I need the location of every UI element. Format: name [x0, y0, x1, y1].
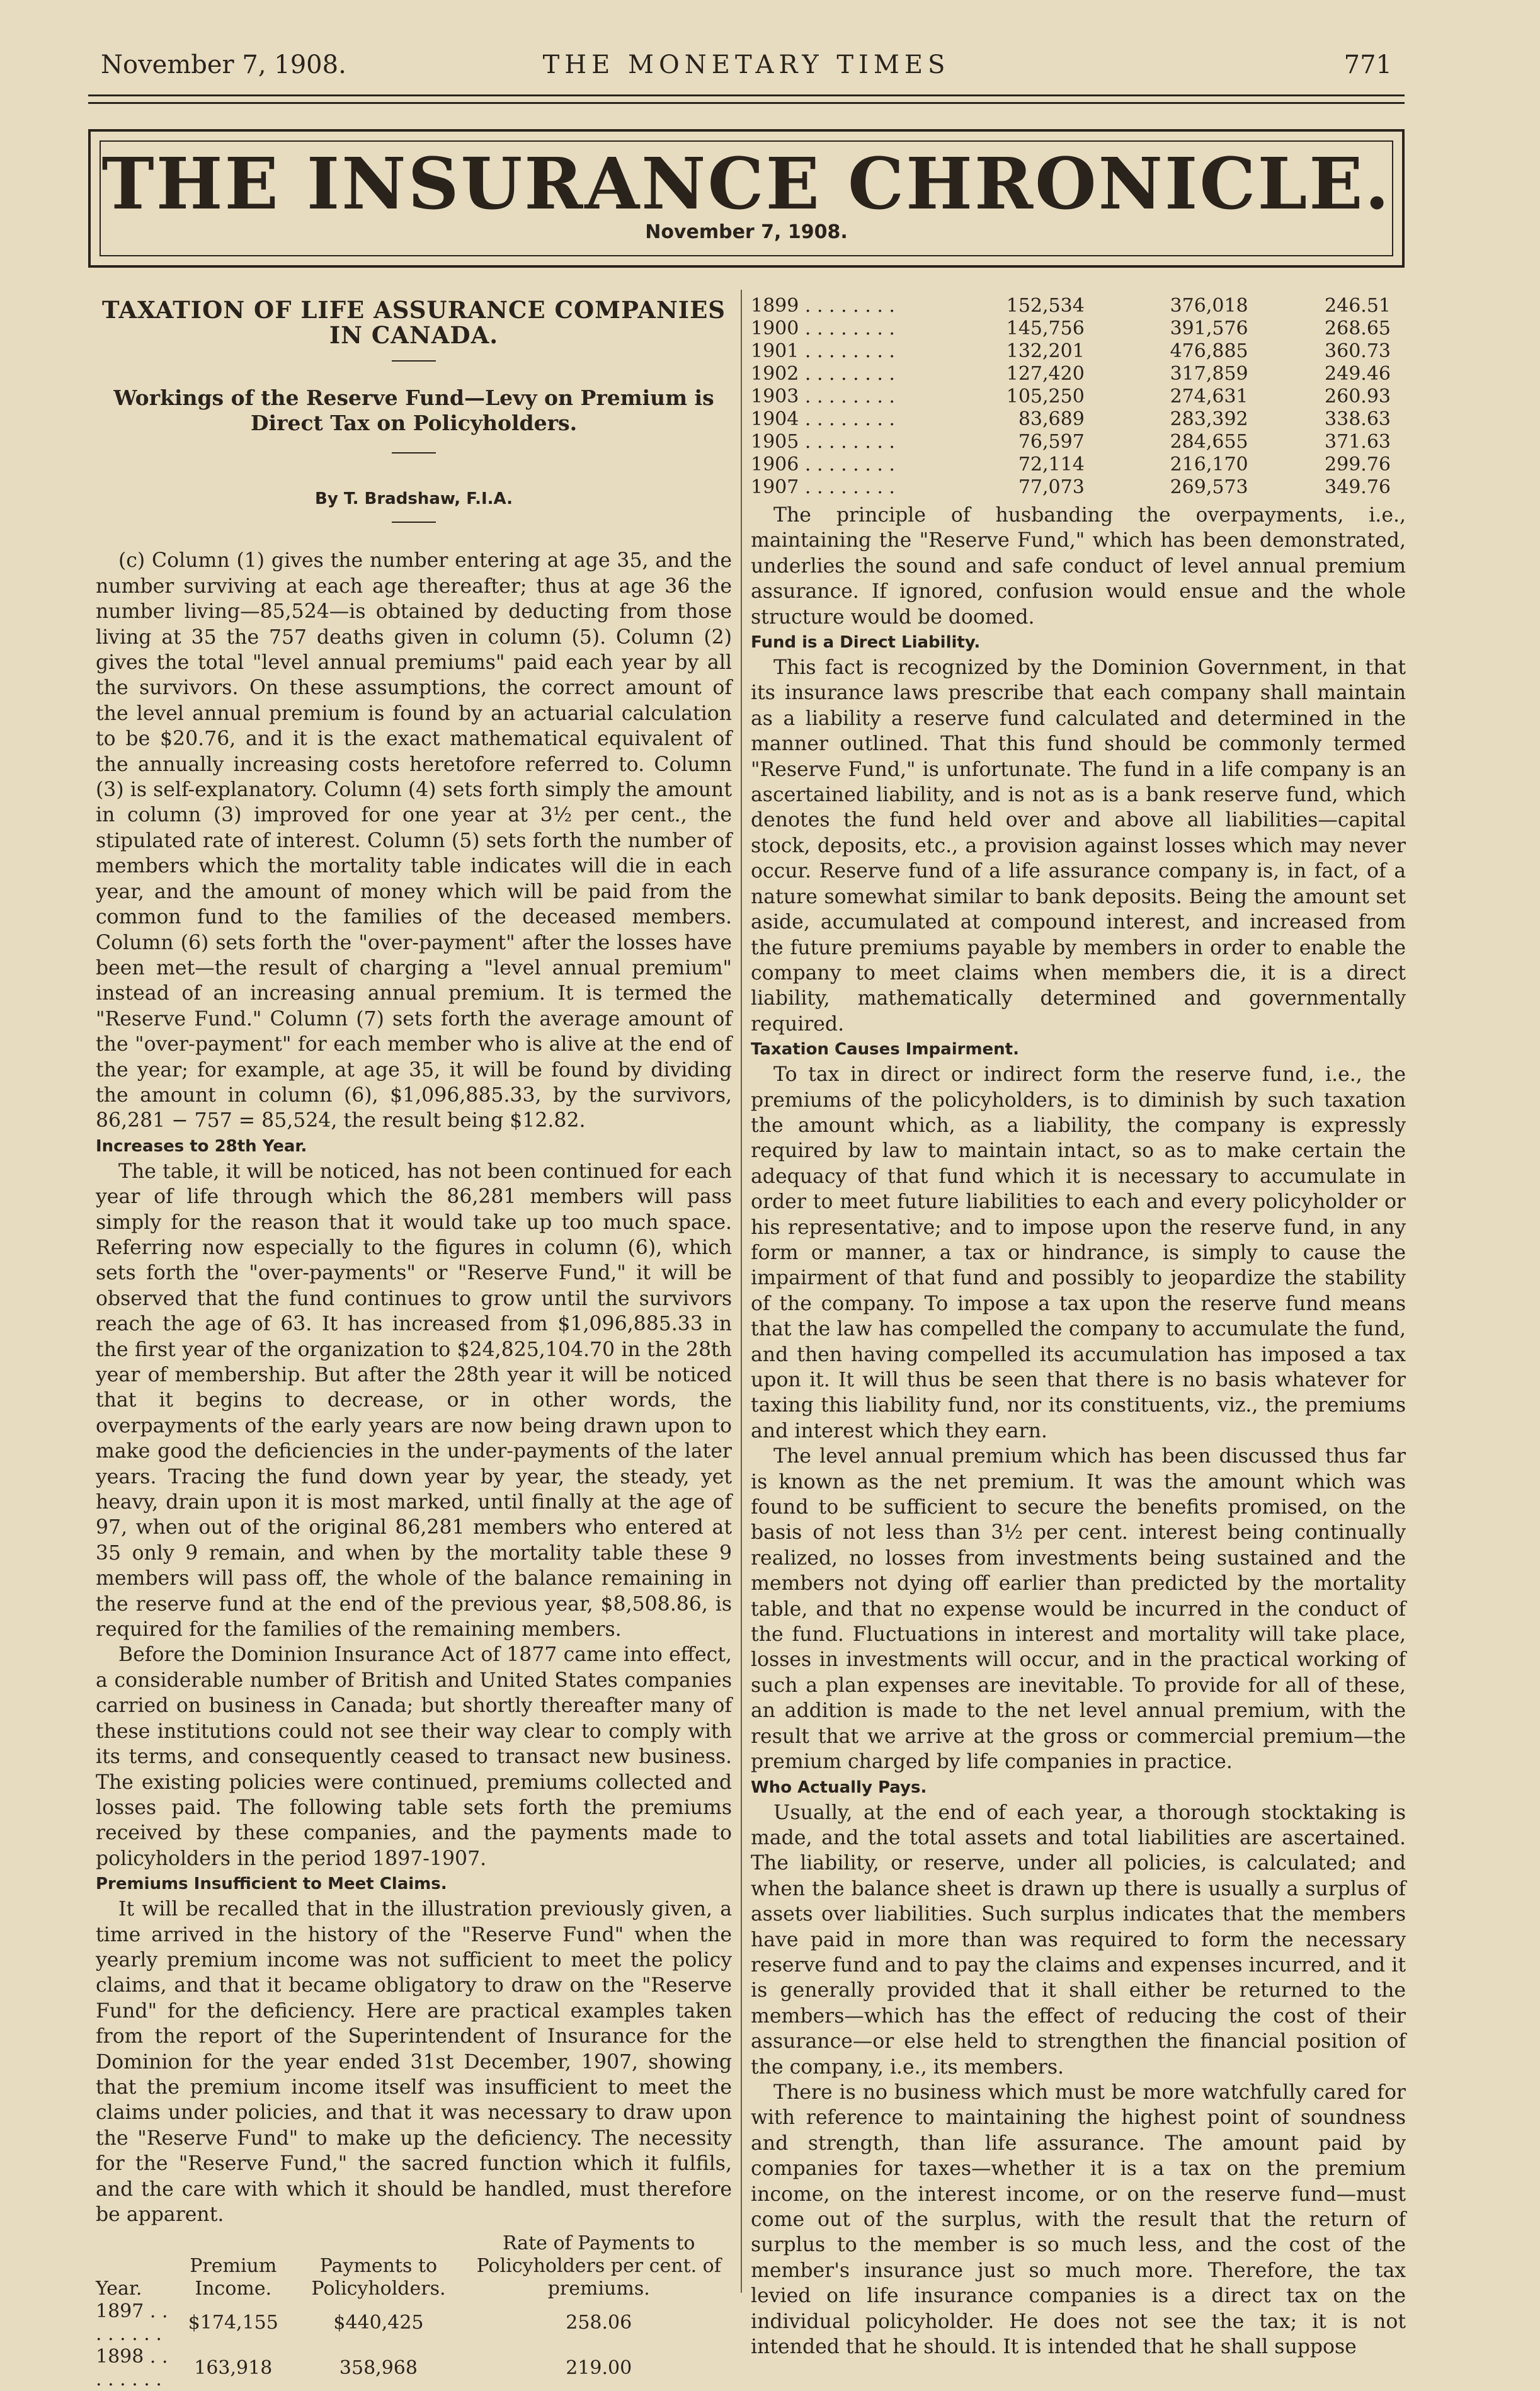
table-row: 1904 . . . . . . . . 83,689 283,392 338.63 [751, 408, 1391, 430]
title-rule [392, 360, 436, 362]
table-row: 1902 . . . . . . . . 127,420 317,859 249.46 [751, 363, 1391, 385]
paragraph: The level annual premium which has been discussed thus far is known as the net premium. It was the amount which was found to be sufficient to secure the benefits promised, on the basis of not less than 3½ per cent. interest being continually realized, no losses from investments being sustained and the members not dying off earlier than predicted by the mortality table, and that no expense would be incurred in the conduct of the fund. Fluctuations in interest and mortality will take place, losses in investments will occur, and in the practical working of such a plan expenses are inevitable. To provide for all of these, an addition is made to the net level annual premium, with the result that we arrive at the gross or commercial premium—the premium charged by life companies in practice. [751, 1445, 1406, 1774]
payments-table [96, 2232, 732, 2391]
article-title: TAXATION OF LIFE ASSURANCE COMPANIES IN CANADA. [101, 296, 726, 349]
paragraph: Before the Dominion Insurance Act of 1877 came into effect, a considerable number of British and United States companies carried on business in Canada; but shortly thereafter many of these institutions could not see their way clear to comply with its terms, and consequently ceased to transact new business. The existing policies were continued, premiums collected and losses paid. The following table sets forth the premiums received by these companies, and the payments made to policyholders in the period 1897-1907. [96, 1643, 732, 1870]
right-column [751, 295, 1406, 2360]
publication-name: THE MONETARY TIMES [542, 50, 950, 79]
table-row: 1898 . . . . . . . . 163,918 358,968 219.00 [96, 2346, 632, 2391]
section-title: THE INSURANCE CHRONICLE. [101, 143, 1391, 225]
table-row: 1900 . . . . . . . . 145,756 391,576 268.65 [751, 317, 1391, 340]
subheading: Premiums Insufficient to Meet Claims. [96, 1875, 447, 1894]
table-row: 1907 . . . . . . . . 77,073 269,573 349.76 [751, 476, 1391, 498]
subheading: Increases to 28th Year. [96, 1136, 307, 1156]
header-rule [88, 102, 1405, 104]
subheading: Fund is a Direct Liability. [751, 633, 981, 653]
col-header-premium: Premium Income. [190, 2255, 277, 2300]
table-header-row [96, 2232, 732, 2300]
paragraph: The table, it will be noticed, has not been continued for each year of life through which the 86,281 members will pass simply for the reason that it would take up too much space. Referring now especially to the figures in column (6), which sets forth the "over-payments" or "Reserve Fund," it will be observed that the fund continues to grow until the survivors reach the age of 63. It has increased from $1,096,885.33 in the first year of the organization to $24,825,104.70 in the 28th year of membership. But after the 28th year it will be noticed that it begins to decrease, or in other words, the overpayments of the early years are now being drawn upon to make good the deficiencies in the under-payments of the later years. Tracing the fund down year by year, the steady, yet heavy, drain upon it is most marked, until finally at the age of 97, when out of the original 86,281 members who entered at 35 only 9 remain, and when by the mortality table these 9 members will pass off, the whole of the balance remaining in the reserve fund at the end of the previous year, $8,508.86, is required for the families of the remaining members. [96, 1160, 732, 1641]
col-header-year: Year. [96, 2278, 142, 2300]
paragraph: (c) Column (1) gives the number entering at age 35, and the number surviving at each age thereafter; thus at age 36 the number living—85,524—is obtained by deducting from those living at 35 the 757 deaths given in column (5). Column (2) gives the total "level annual premiums" paid each year by all the survivors. On these assumptions, the correct amount of the level annual premium is found by an actuarial calculation to be $20.76, and it is the exact mathematical equivalent of the annually increasing costs heretofore referred to. Column (3) is self-explanatory. Column (4) sets forth simply the amount in column (3) improved for one year at 3½ per cent., the stipulated rate of interest. Column (5) sets forth the number of members which the mortality table indicates will die in each year, and the amount of money which will be paid from the common fund to the families of the deceased members. Column (6) sets forth the "over-payment" after the losses have been met—the result of charging a "level annual premium" instead of an increasing annual premium. It is termed the "Reserve Fund." Column (7) sets forth the average amount of the "over-payment" for each member who is alive at the end of the year; for example, at age 35, it will be found by dividing the amount in column (6), $1,096,885.33, by the survivors, 86,281 − 757 = 85,524, the result being $12.82. [96, 549, 732, 1133]
table-row: 1906 . . . . . . . . 72,114 216,170 299.76 [751, 454, 1391, 476]
running-head [101, 50, 1392, 88]
issue-date: November 7, 1908. [101, 50, 346, 79]
paragraph: The principle of husbanding the overpayments, i.e., maintaining the "Reserve Fund," which has been demonstrated, underlies the sound and safe conduct of level annual premium assurance. If ignored, confusion would ensue and the whole structure would be doomed. [751, 504, 1406, 629]
subtitle-rule [392, 452, 436, 454]
table-row: 1899 . . . . . . . . 152,534 376,018 246.51 [751, 295, 1391, 317]
byline-rule [392, 522, 436, 523]
paragraph: Usually, at the end of each year, a thorough stocktaking is made, and the total assets and total liabilities are ascertained. The liability, or reserve, under all policies, is calculated; and when the balance sheet is drawn up there is usually a surplus of assets over liabilities. Such surplus indicates that the members have paid in more than was required to form the necessary reserve fund and to pay the claims and expenses incurred, and it is generally provided that it shall either be returned to the members—which has the effect of reducing the cost of their assurance—or else held to strengthen the financial position of the company, i.e., its members. [751, 1801, 1406, 2079]
subheading: Who Actually Pays. [751, 1778, 927, 1797]
header-rule [88, 94, 1405, 96]
paragraph: This fact is recognized by the Dominion Government, in that its insurance laws prescribe that each company shall maintain as a liability a reserve fund calculated and determined in the manner outlined. That this fund should be commonly termed "Reserve Fund," is unfortunate. The fund in a life company is an ascertained liability, and is not as is a bank reserve fund, which denotes the fund held over and above all liabilities—capital stock, deposits, etc., a provision against losses which may never occur. Reserve fund of a life assurance company is, in fact, of a nature somewhat similar to bank deposits. Being the amount set aside, accumulated at compound interest, and increased from the future premiums payable by members in order to enable the company to meet claims when members die, it is a direct liability, mathematically determined and governmentally required. [751, 656, 1406, 1036]
col-header-payments: Payments to Policyholders. [311, 2255, 446, 2300]
column-divider [741, 290, 742, 2293]
byline: By T. Bradshaw, F.I.A. [315, 489, 513, 508]
article-subtitle: Workings of the Reserve Fund—Levy on Premium is Direct Tax on Policyholders. [113, 385, 714, 435]
paragraph: It will be recalled that in the illustration previously given, a time arrived in the history of the "Reserve Fund" when the yearly premium income was not sufficient to meet the policy claims, and that it became obligatory to draw on the "Reserve Fund" for the deficiency. Here are practical examples taken from the report of the Superintendent of Insurance for the Dominion for the year ended 31st December, 1907, showing that the premium income itself was insufficient to meet the claims under policies, and that it was necessary to draw upon the "Reserve Fund" to make up the deficiency. The necessity for the "Reserve Fund," the sacred function which it fulfils, and the care with which it should be handled, must therefore be apparent. [96, 1898, 732, 2226]
payments-table-continued [751, 295, 1406, 499]
table-row: 1901 . . . . . . . . 132,201 476,885 360.73 [751, 340, 1391, 362]
masthead [88, 129, 1405, 268]
subheading: Taxation Causes Impairment. [751, 1040, 1019, 1059]
left-column [96, 291, 732, 2391]
paragraph: There is no business which must be more watchfully cared for with reference to maintaining the highest point of soundness and strength, than life assurance. The amount paid by companies for taxes—whether it is a tax on the premium income, on the interest income, or on the reserve fund—must come out of the surplus, with the result that the return of surplus to the member is so much less, and the cost of the member's insurance just so much more. Therefore, the tax levied on life insurance companies is a direct tax on the individual policyholder. He does not see the tax; it is not intended that he should. It is intended that he shall suppose [751, 2080, 1406, 2359]
table-row: 1897 . . . . . . . . $174,155 $440,425 258.06 [96, 2300, 632, 2346]
page-number: 771 [1343, 50, 1392, 79]
paragraph: To tax in direct or indirect form the reserve fund, i.e., the premiums of the policyholders, is to diminish by such taxation the amount which, as a liability, the company is expressly required by law to maintain intact, so as to make certain the adequacy of that fund which it is necessary to accumulate in order to meet future liabilities to each and every policyholder or his representative; and to impose upon the reserve fund, in any form or manner, a tax or hindrance, is simply to cause the impairment of that fund and possibly to jeopardize the stability of the company. To impose a tax upon the reserve fund means that the law has compelled the company to accumulate the fund, and then having compelled its accumulation has imposed a tax upon it. It will thus be seen that there is no basis whatever for taxing this liability fund, nor its constituents, viz., the premiums and interest which they earn. [751, 1063, 1406, 1442]
table-row: 1905 . . . . . . . . 76,597 284,655 371.63 [751, 431, 1391, 453]
col-header-rate: Rate of Payments to Policyholders per cent. of premiums. [476, 2232, 721, 2300]
table-row: 1903 . . . . . . . . 105,250 274,631 260.93 [751, 385, 1391, 408]
section-date: November 7, 1908. [645, 221, 848, 243]
